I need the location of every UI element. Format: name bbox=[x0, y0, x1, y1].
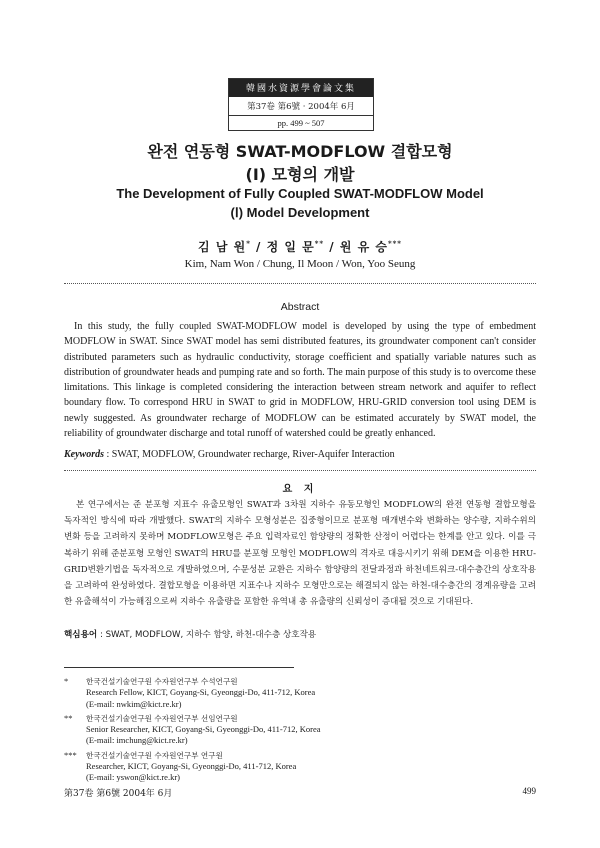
footnote-email: (E-mail: yswon@kict.re.kr) bbox=[86, 772, 180, 783]
author-separator: / bbox=[324, 240, 340, 254]
abstract-keywords bbox=[64, 449, 536, 460]
footnote-affiliation-english: Senior Researcher, KICT, Goyang-Si, Gyeonggi-Do, 411-712, Korea bbox=[86, 724, 321, 735]
abstract-heading: Abstract bbox=[280, 301, 320, 313]
keywords-label: 핵심용어 bbox=[64, 630, 98, 640]
title-korean-line1: 완전 연동형 SWAT-MODFLOW 결합모형 bbox=[147, 142, 453, 161]
footer-issue: 第37卷 第6號 2004年 6月 bbox=[64, 789, 173, 799]
footnote-rule bbox=[64, 667, 294, 668]
footnote-email: (E-mail: nwkim@kict.re.kr) bbox=[86, 698, 182, 709]
footnote-email: (E-mail: imchung@kict.re.kr) bbox=[86, 735, 188, 746]
title-english-line1: The Development of Fully Coupled SWAT-MODFLOW Model bbox=[116, 186, 484, 201]
keywords-list: : SWAT, MODFLOW, 지하수 함양, 하천-대수층 상호작용 bbox=[97, 630, 317, 640]
divider bbox=[64, 470, 536, 471]
journal-issue: 第37卷 第6號 · 2004年 6月 bbox=[229, 97, 373, 116]
footnote bbox=[64, 713, 536, 747]
footnote bbox=[64, 750, 536, 784]
divider bbox=[64, 283, 536, 284]
summary-heading: 요 지 bbox=[282, 484, 318, 495]
author-name: 원 유 승 bbox=[339, 240, 388, 254]
title-korean-line2: (Ⅰ) 모형의 개발 bbox=[245, 165, 355, 184]
authors-korean bbox=[0, 238, 600, 255]
keywords-list: : SWAT, MODFLOW, Groundwater recharge, River-Aquifer Interaction bbox=[104, 449, 395, 460]
summary-body: 본 연구에서는 준 분포형 지표수 유출모형인 SWAT과 3차원 지하수 유동모형인 MODFLOW의 완전 연동형 결합모형을 독자적인 방식에 따라 개발했다. SWAT의 지하수 모형성분은 집중형이므로 분포형 매개변수와 변화하는 양수량, 지하수위의 변화 등을 고려하지 못하며 MODFLOW모형은 주요 입력자료인 함양량의 정확한 산정이 어렵다는 한계를 안고 있다. 이를 극복하기 위해 준분포형 모형인 SWAT의 HRU를 분포형 모형인 MODFLOW의 격자로 대응시키기 위해 DEM을 이용한 HRU-GRID변환기법을 독자적으로 개발하였으며, 수문성분 교환은 지하수 함양량의 전달과정과 하천네트워크-대수층간의 상호작용을 고려하여 완성하였다. 결합모형을 이용하면 지표수나 지하수 모형만으로는 해결되지 않는 하천-대수층간의 경계유량을 고려한 유출해석이 가능해짐으로써 지하수 유출량을 포함한 유역내 총 유출량의 신뢰성이 증대될 것으로 기대된다. bbox=[64, 500, 536, 608]
journal-masthead bbox=[228, 78, 374, 131]
author-mark: * bbox=[246, 239, 251, 248]
footnote bbox=[64, 676, 536, 710]
page-number: 499 bbox=[522, 786, 536, 796]
authors-english: Kim, Nam Won / Chung, Il Moon / Won, Yoo Seung bbox=[184, 258, 416, 270]
page-footer bbox=[64, 786, 536, 799]
author-separator: / bbox=[250, 240, 267, 254]
author-name: 김 남 원 bbox=[198, 240, 247, 254]
author-mark: *** bbox=[387, 239, 402, 248]
footnote-mark: ** bbox=[64, 712, 73, 723]
abstract-body: In this study, the fully coupled SWAT-MODFLOW model is developed by using the type of embedment MODFLOW in SWAT. Since SWAT model has semi distributed features, its groundwater component can't consider distributed parameters such as hydraulic conductivity, storage coefficient and spatially variable natures such as distribution of groundwater heads and pumping rate and so forth. The main purpose of this study is to overcome these limitations. This linkage is completed considering the interaction between stream network and aquifer to reflect boundary flow. To correspond HRU in SWAT to grid in MODFLOW, HRU-GRID conversion tool using DEM is newly suggested. As groundwater recharge of MODFLOW can be estimated accurately by SWAT model, the reliability of groundwater discharge and total runoff of watershed could be greatly enhanced. bbox=[64, 321, 536, 440]
footnote-mark: * bbox=[64, 676, 69, 686]
footnote-affiliation-english: Research Fellow, KICT, Goyang-Si, Gyeonggi-Do, 411-712, Korea bbox=[86, 687, 316, 698]
title-english-line2: (Ⅰ) Model Development bbox=[230, 205, 370, 220]
footnote-affiliation-korean: 한국건설기술연구원 수자원연구부 수석연구원 bbox=[86, 677, 238, 686]
journal-pages: pp. 499 ~ 507 bbox=[277, 118, 325, 128]
keywords-label: Keywords bbox=[64, 449, 104, 460]
author-mark: ** bbox=[314, 239, 325, 248]
footnote-affiliation-korean: 한국건설기술연구원 수자원연구부 연구원 bbox=[86, 750, 223, 760]
footnote-affiliation-korean: 한국건설기술연구원 수자원연구부 선임연구원 bbox=[86, 713, 238, 723]
footnotes bbox=[64, 676, 536, 787]
author-name: 정 일 문 bbox=[266, 240, 315, 254]
footnote-affiliation-english: Researcher, KICT, Goyang-Si, Gyeonggi-Do, 411-712, Korea bbox=[86, 761, 297, 772]
journal-name: 韓國水資源學會論文集 bbox=[229, 79, 373, 97]
footnote-mark: *** bbox=[64, 749, 77, 760]
summary-keywords bbox=[64, 628, 536, 640]
